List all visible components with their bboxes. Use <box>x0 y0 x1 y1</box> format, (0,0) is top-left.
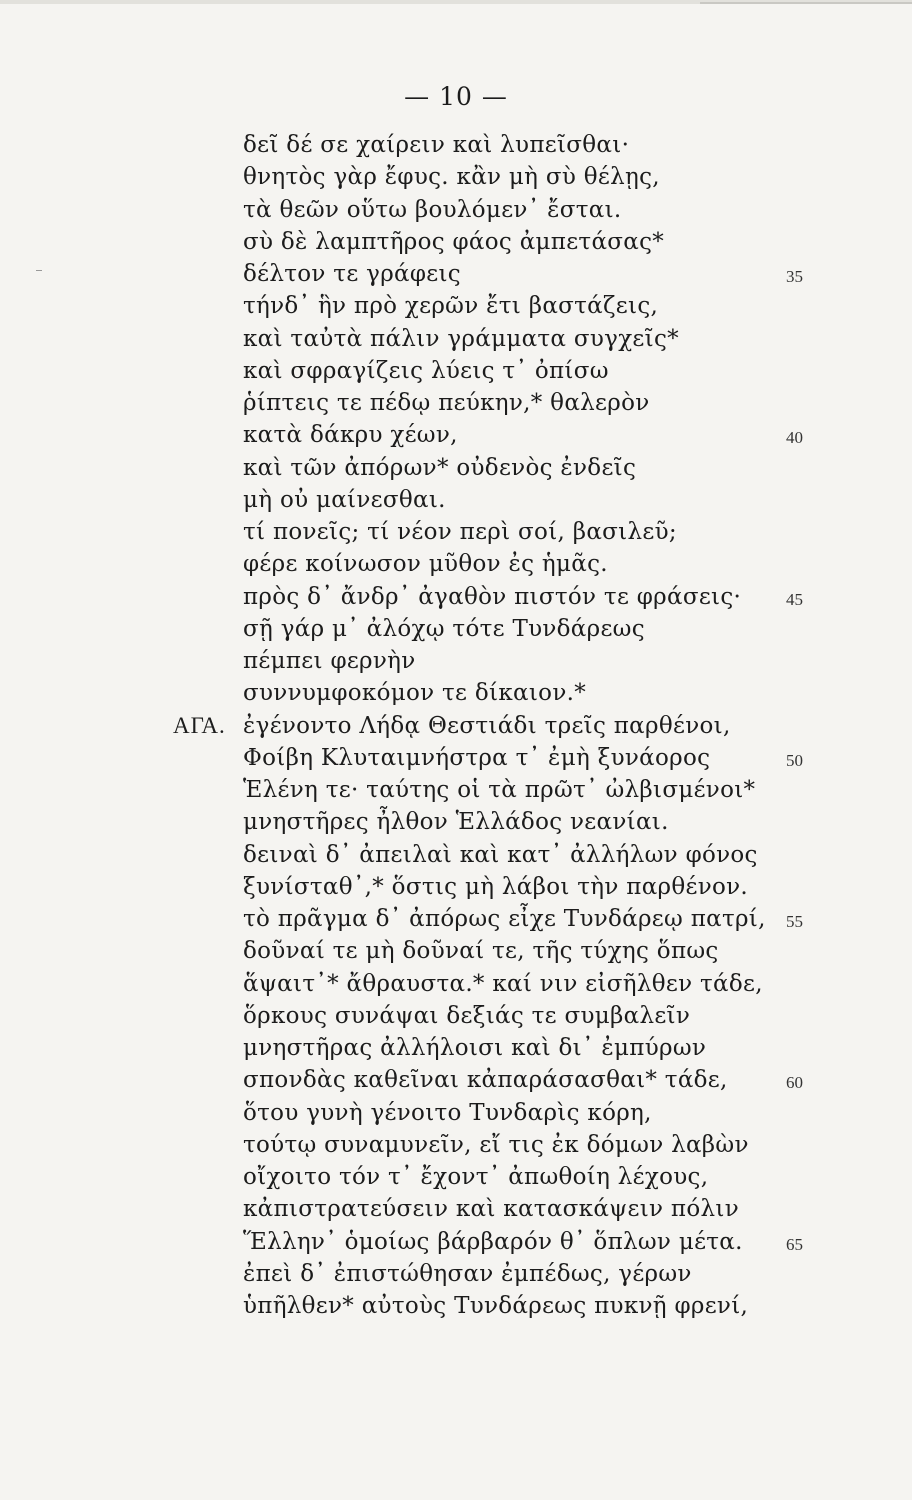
verse-line: πέμπει φερνὴν <box>243 648 416 674</box>
verse-line: φέρε κοίνωσον μῦθον ἐς ἡμᾶς. <box>243 551 608 577</box>
verse-line: ῥίπτεις τε πέδῳ πεύκην,* θαλερὸν <box>243 390 650 416</box>
verse-line: ὅτου γυνὴ γένοιτο Τυνδαρὶς κόρη, <box>243 1100 652 1126</box>
verse-line: μὴ οὐ μαίνεσθαι. <box>243 487 446 513</box>
verse-line: δεῖ δέ σε χαίρειν καὶ λυπεῖσθαι· <box>243 132 630 158</box>
verse-line: τί πονεῖς; τί νέον περὶ σοί, βασιλεῦ; <box>243 519 677 545</box>
margin-mark <box>36 270 42 271</box>
verse-line: ξυνίσταθ᾽,* ὅστις μὴ λάβοι τὴν παρθένον. <box>243 874 749 900</box>
verse-line: ἐπεὶ δ᾽ ἐπιστώθησαν ἐμπέδως, γέρων <box>243 1261 692 1287</box>
verse-line: τὰ θεῶν οὕτω βουλόμεν᾽ ἔσται. <box>243 197 622 223</box>
verse-line: μνηστῆρες ἦλθον Ἑλλάδος νεανίαι. <box>243 809 669 835</box>
verse-line: μνηστῆρας ἀλλήλοισι καὶ δι᾽ ἐμπύρων <box>243 1035 707 1061</box>
verse-line: ὑπῆλθεν* αὐτοὺς Τυνδάρεως πυκνῇ φρενί, <box>243 1293 749 1319</box>
verse-line: τήνδ᾽ ἣν πρὸ χερῶν ἔτι βαστάζεις, <box>243 293 659 319</box>
verse-line: Ἕλλην᾽ ὁμοίως βάρβαρόν θ᾽ ὅπλων μέτα. <box>243 1229 743 1255</box>
verse-line: κατὰ δάκρυ χέων, <box>243 422 458 448</box>
verse-line: θνητὸς γὰρ ἔφυς. κἂν μὴ σὺ θέλῃς, <box>243 164 660 190</box>
verse-line: ἅψαιτ᾽* ἄθραυστα.* καί νιν εἰσῆλθεν τάδε, <box>243 971 763 997</box>
speaker-label: ΑΓΑ. <box>173 713 226 738</box>
line-number: 60 <box>786 1073 803 1092</box>
verse-line: σὺ δὲ λαμπτῆρος φάος ἀμπετάσας* <box>243 229 665 255</box>
verse-line: ὅρκους συνάψαι δεξιάς τε συμβαλεῖν <box>243 1003 691 1029</box>
verse-line: κἀπιστρατεύσειν καὶ κατασκάψειν πόλιν <box>243 1196 739 1222</box>
verse-line: Ἑλένη τε· ταύτης οἱ τὰ πρῶτ᾽ ὠλβισμένοι* <box>243 777 756 803</box>
verse-line: καὶ τῶν ἀπόρων* οὐδενὸς ἐνδεῖς <box>243 455 637 481</box>
verse-line: καὶ ταὐτὰ πάλιν γράμματα συγχεῖς* <box>243 326 679 352</box>
verse-line: ἐγένοντο Λήδᾳ Θεστιάδι τρεῖς παρθένοι, <box>243 713 731 739</box>
verse-line: πρὸς δ᾽ ἄνδρ᾽ ἀγαθὸν πιστόν τε φράσεις· <box>243 584 742 610</box>
verse-line: δειναὶ δ᾽ ἀπειλαὶ καὶ κατ᾽ ἀλλήλων φόνος <box>243 842 758 868</box>
verse-line: δέλτον τε γράφεις <box>243 261 461 287</box>
line-number: 35 <box>786 267 803 286</box>
line-number: 55 <box>786 912 803 931</box>
line-number: 65 <box>786 1235 803 1254</box>
verse-line: καὶ σφραγίζεις λύεις τ᾽ ὀπίσω <box>243 358 609 384</box>
verse-line: τὸ πρᾶγμα δ᾽ ἀπόρως εἶχε Τυνδάρεῳ πατρί, <box>243 906 766 932</box>
page-top-edge-shadow <box>700 2 912 4</box>
verse-line: Φοίβη Κλυταιμνήστρα τ᾽ ἐμὴ ξυνάορος <box>243 745 711 771</box>
verse-line: σπονδὰς καθεῖναι κἀπαράσασθαι* τάδε, <box>243 1067 728 1093</box>
line-number: 45 <box>786 590 803 609</box>
line-number: 40 <box>786 428 803 447</box>
verse-line: σῇ γάρ μ᾽ ἀλόχῳ τότε Τυνδάρεως <box>243 616 645 642</box>
page-number: — 10 — <box>404 82 508 111</box>
verse-line: δοῦναί τε μὴ δοῦναί τε, τῆς τύχης ὅπως <box>243 938 719 964</box>
verse-line: συννυμφοκόμον τε δίκαιον.* <box>243 680 587 706</box>
verse-line: οἴχοιτο τόν τ᾽ ἔχοντ᾽ ἀπωθοίη λέχους, <box>243 1164 709 1190</box>
line-number: 50 <box>786 751 803 770</box>
verse-line: τούτῳ συναμυνεῖν, εἴ τις ἐκ δόμων λαβὼν <box>243 1132 749 1158</box>
